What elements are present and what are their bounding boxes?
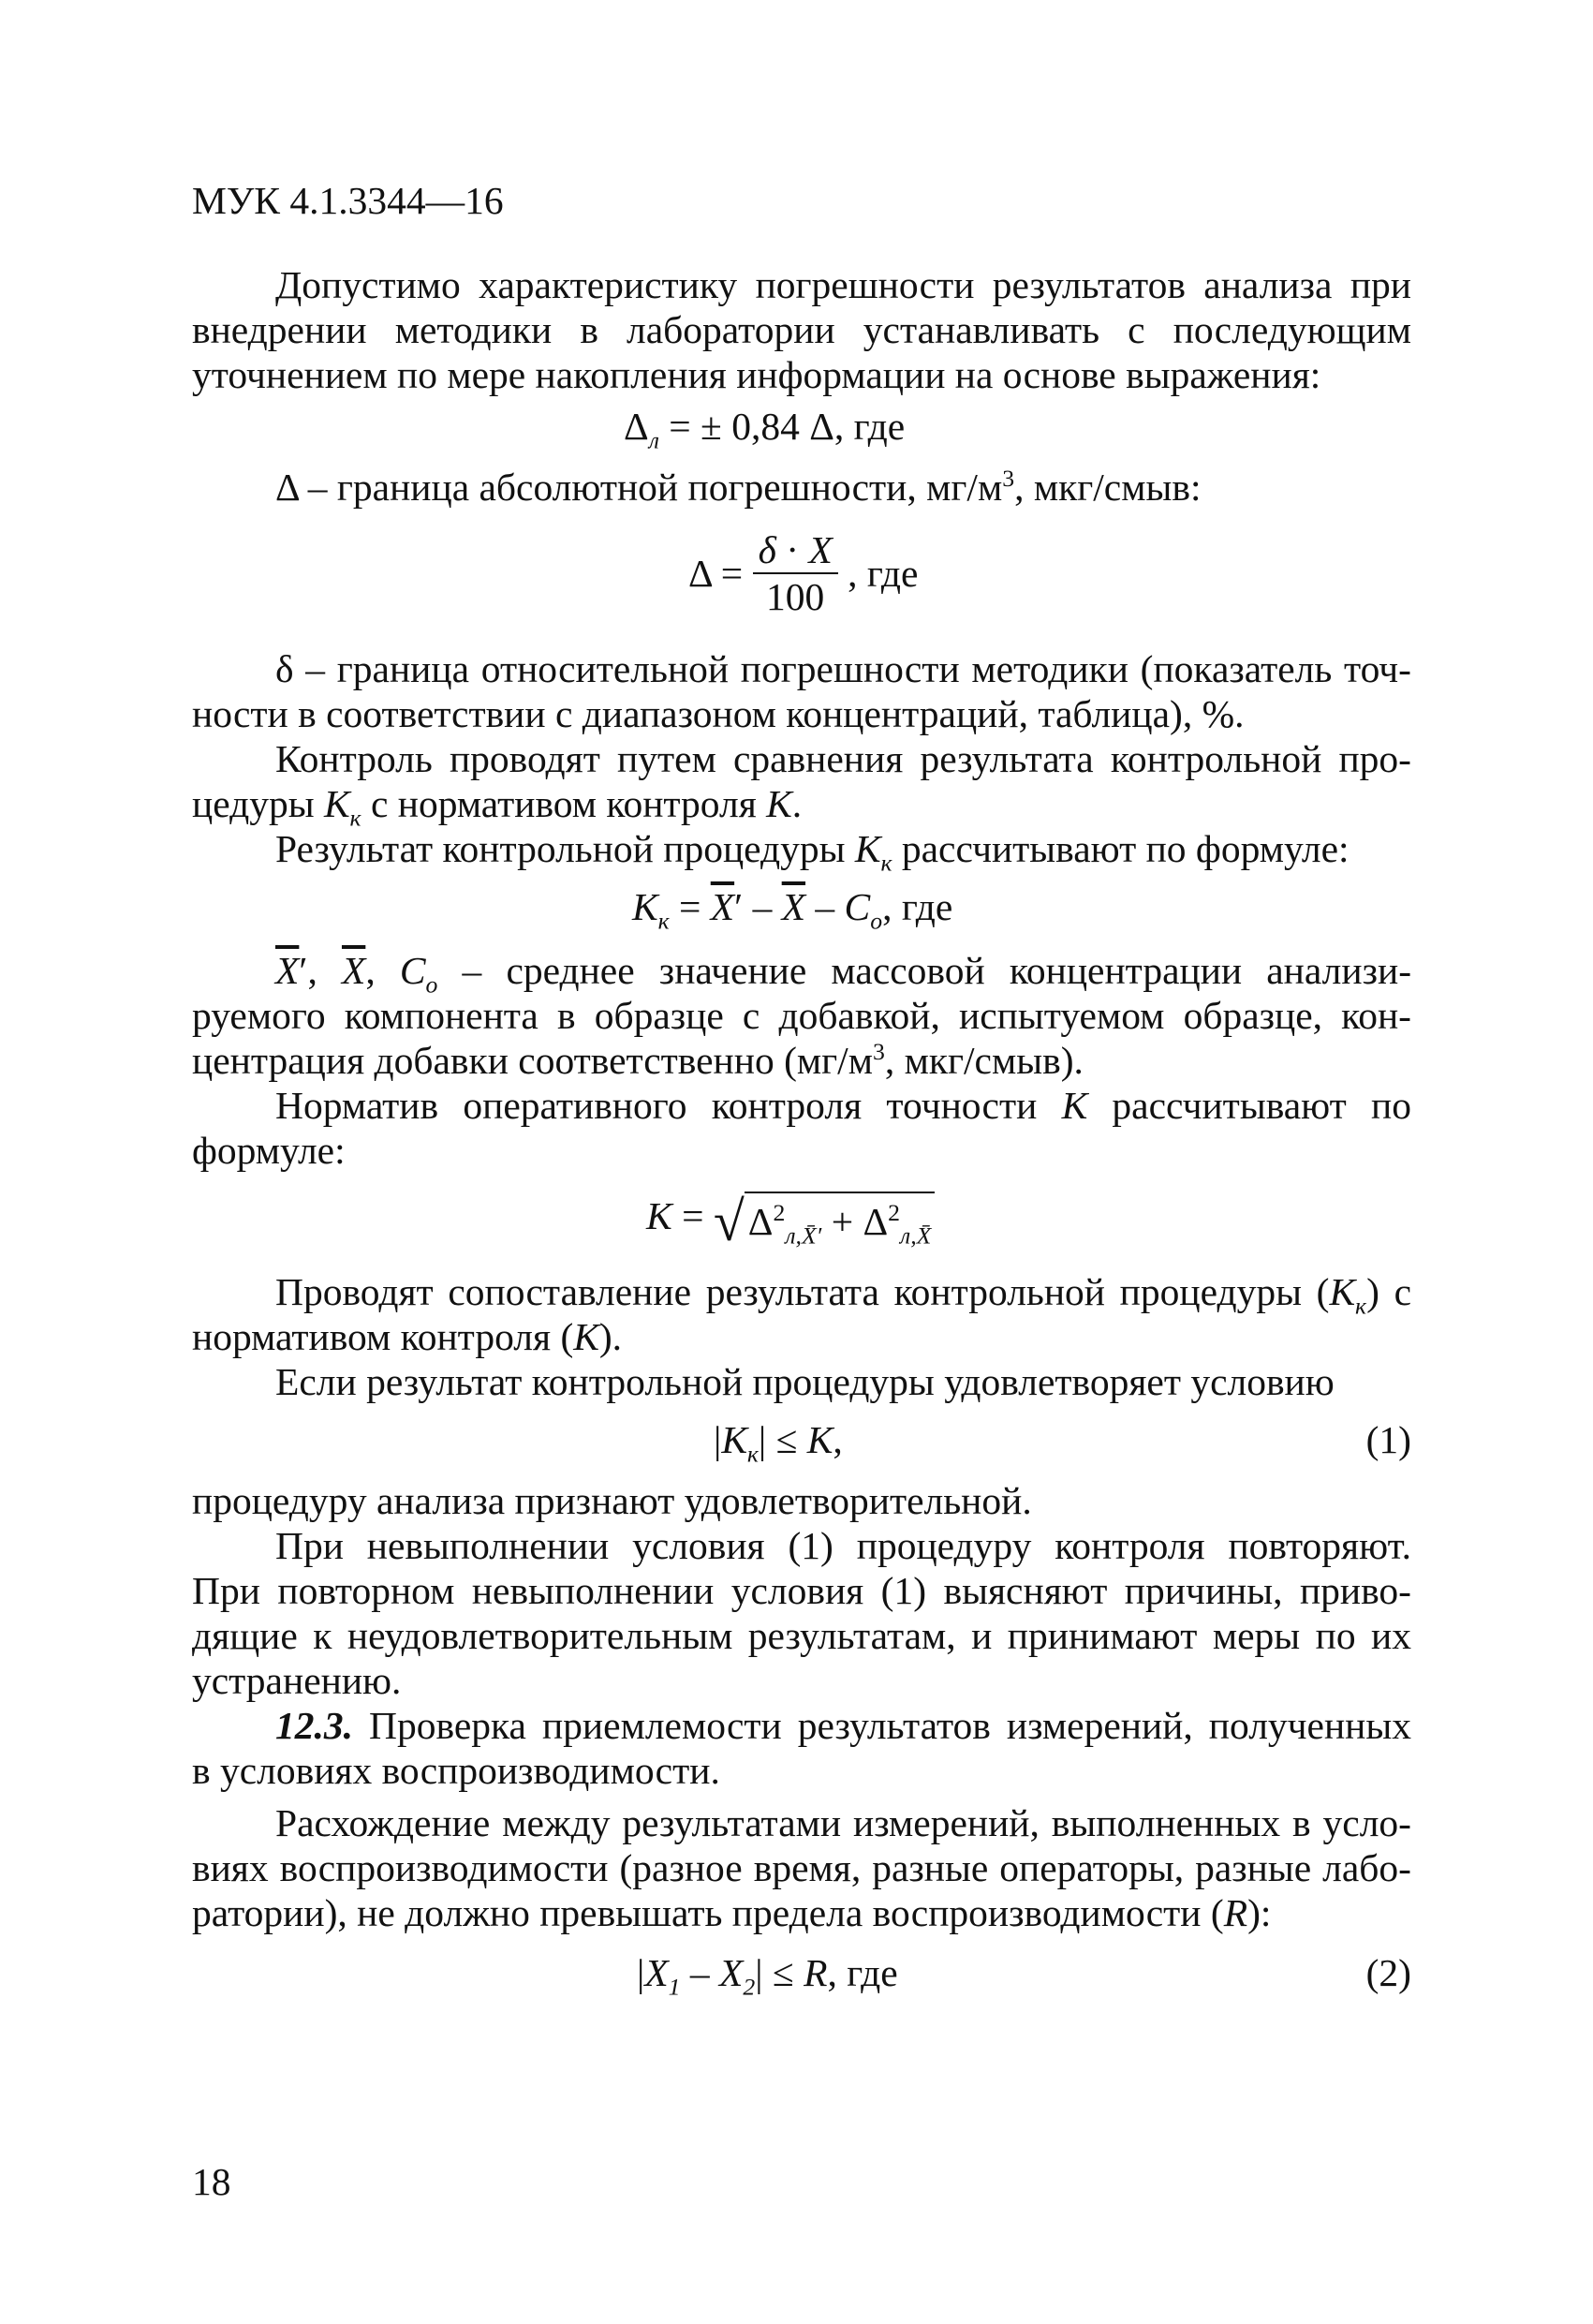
page-number: 18 — [192, 2160, 231, 2203]
section-title-part-1: Проверка приемлемости результатов измерений, полученных — [369, 1704, 1411, 1747]
control-line-2: цедуры $К_к$ с нормативом контроля К. — [192, 782, 803, 832]
if-paragraph: Если результат контрольной процедуры удовлетворяет условию — [275, 1360, 1335, 1403]
repeat-line-4: устранению. — [192, 1659, 402, 1702]
section-12-3-line-2: в условиях воспроизводимости. — [192, 1749, 720, 1792]
norm-line-1: Норматив оперативного контроля точности К рассчитывают по — [275, 1084, 1411, 1127]
delta-definition: Δ – граница абсолютной погрешности, $мг/м^3$, мкг/смыв: — [275, 465, 1202, 509]
formula-kk: $К_к = \overline{X}' - \overline{X} - С_о$, где — [632, 885, 953, 935]
fraction-suffix: , где — [848, 552, 919, 595]
control-line-1: Контроль проводят путем сравнения результата контрольной про- — [275, 737, 1411, 780]
formula-delta-fraction — [688, 529, 918, 617]
para1-line-2: внедрении методики в лаборатории устанавливать с последующим — [192, 308, 1411, 351]
repeat-line-1: При невыполнении условия (1) процедуру контроля повторяют. — [275, 1524, 1411, 1567]
delta-rel-line-2: ности в соответствии с диапазоном концентраций, таблица), %. — [192, 692, 1245, 735]
sqrt: $√\Delta^2_{л,X̄'} + \Delta^2_{л,X̄}$ — [714, 1192, 936, 1248]
condition-2-expression: $|X_1 - X_2| \le R$, где — [637, 1951, 898, 2001]
mean-def-line-1: $\overline{X}'$, $\overline{X}$, $С_о$ – среднее значение массовой концентрации анализи- — [275, 949, 1412, 999]
para1-line-3: уточнением по мере накопления информации на основе выражения: — [192, 353, 1321, 396]
mean-def-line-3: центрация добавки соответственно ($мг/м^3$, мкг/смыв). — [192, 1038, 1084, 1082]
diff-line-1: Расхождение между результатами измерений, выполненных в усло- — [275, 1801, 1411, 1844]
equation-number-2: (2) — [1365, 1951, 1411, 1994]
para1-line-1: Допустимо характеристику погрешности результатов анализа при — [275, 263, 1411, 306]
section-number: 12.3. — [275, 1704, 353, 1747]
doc-code-header: МУК 4.1.3344—16 — [192, 179, 504, 222]
equation-number-1: (1) — [1365, 1418, 1411, 1461]
compare-line-2: нормативом контроля (К). — [192, 1315, 623, 1358]
compare-line-1: Проводят сопоставление результата контрольной процедуры $(К_к)$ с — [275, 1270, 1411, 1320]
result-paragraph: Результат контрольной процедуры $К_к$ рассчитывают по формуле: — [275, 827, 1350, 877]
fraction-denominator: 100 — [766, 575, 825, 618]
repeat-line-2: При повторном невыполнении условия (1) выясняют причины, приво- — [192, 1569, 1411, 1612]
formula-k-sqrt: $K = √\Delta^2_{л,X̄'} + \Delta^2_{л,X̄}$ — [646, 1190, 935, 1248]
repeat-line-3: дящие к неудовлетворительным результатам, и принимают меры по их — [192, 1614, 1411, 1657]
condition-1-expression: $|К_к| \le К$, — [714, 1418, 843, 1468]
fraction-numerator: δ · X — [753, 529, 838, 574]
fraction-lhs: Δ = — [688, 552, 744, 595]
mean-def-line-2: руемого компонента в образце с добавкой, испытуемом образце, кон- — [192, 994, 1411, 1037]
accept-line: процедуру анализа признают удовлетворительной. — [192, 1479, 1032, 1522]
formula-delta-lab: $\Delta_л$ = ± 0,84 Δ, где — [624, 405, 906, 454]
fraction — [753, 529, 838, 617]
diff-line-2: виях воспроизводимости (разное время, разные операторы, разные лабо- — [192, 1846, 1411, 1889]
delta-rel-line-1: δ – граница относительной погрешности методики (показатель точ- — [275, 647, 1411, 690]
norm-line-2: формуле: — [192, 1129, 346, 1172]
diff-line-3: ратории), не должно превышать предела воспроизводимости (R): — [192, 1891, 1272, 1934]
section-12-3-line-1 — [192, 1703, 1411, 1748]
